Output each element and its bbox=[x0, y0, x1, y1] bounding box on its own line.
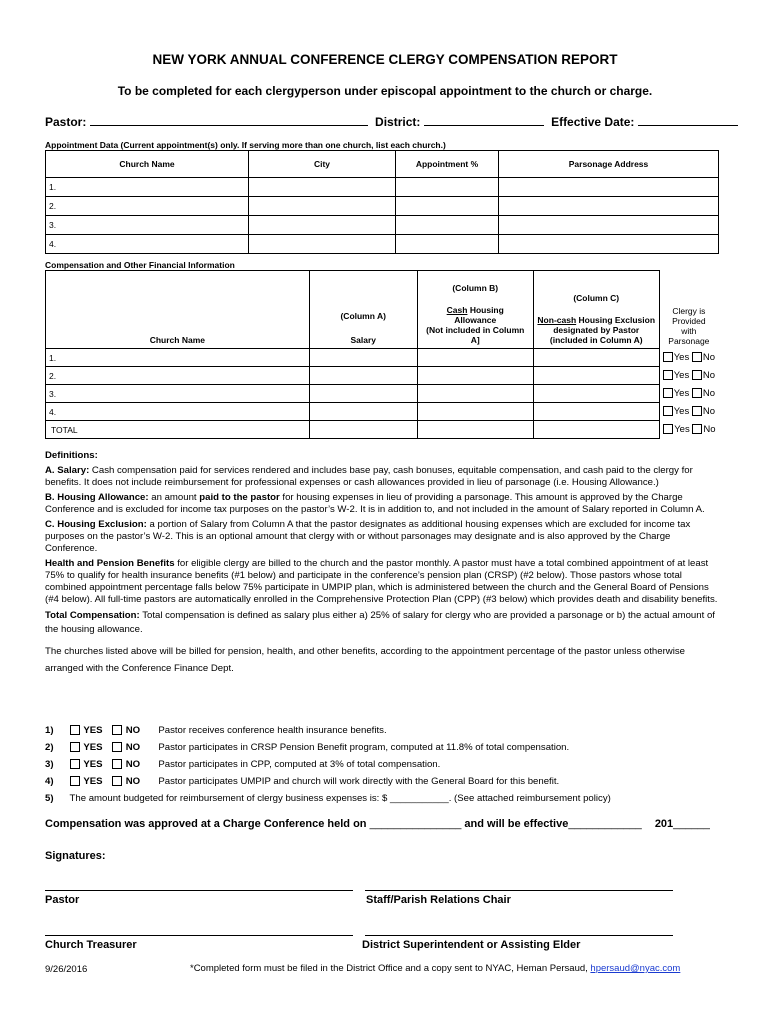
appointment-cell[interactable] bbox=[396, 197, 499, 216]
pastor-signature-label: Pastor bbox=[45, 894, 80, 906]
no-checkbox[interactable] bbox=[112, 776, 122, 786]
pastor-signature-line[interactable] bbox=[45, 890, 353, 891]
yes-checkbox[interactable] bbox=[663, 424, 673, 434]
signatures-heading: Signatures: bbox=[45, 850, 106, 862]
row-number[interactable]: 3. bbox=[46, 216, 249, 235]
yes-checkbox[interactable] bbox=[663, 406, 673, 416]
col-c-line2: designated by Pastor bbox=[553, 325, 640, 335]
col-b-cash: Cash bbox=[446, 305, 468, 315]
yes-checkbox[interactable] bbox=[663, 388, 673, 398]
appointment-cell[interactable] bbox=[396, 178, 499, 197]
no-checkbox[interactable] bbox=[112, 742, 122, 752]
city-cell[interactable] bbox=[249, 235, 396, 254]
parsonage-choice bbox=[659, 349, 718, 367]
parsonage-choice bbox=[659, 403, 718, 421]
yes-checkbox[interactable] bbox=[70, 759, 80, 769]
definitions-heading: Definitions: bbox=[45, 450, 98, 461]
col-a-sub: Salary bbox=[350, 335, 376, 345]
allowance-cell[interactable] bbox=[417, 349, 533, 367]
col-a-salary bbox=[309, 271, 417, 349]
col-c-line1: Housing Exclusion bbox=[576, 315, 656, 325]
effective-date-field[interactable] bbox=[638, 114, 738, 126]
city-cell[interactable] bbox=[249, 197, 396, 216]
col-c-noncash: Non-cash bbox=[537, 315, 577, 325]
no-checkbox[interactable] bbox=[692, 424, 702, 434]
footer-note: *Completed form must be filed in the District Office and a copy sent to NYAC, Heman Persaud, hpersaud@nyac.com bbox=[190, 963, 681, 974]
row-number[interactable]: 1. bbox=[46, 178, 249, 197]
appointment-cell[interactable] bbox=[396, 235, 499, 254]
salary-cell[interactable] bbox=[309, 385, 417, 403]
yes-checkbox[interactable] bbox=[70, 742, 80, 752]
yes-checkbox[interactable] bbox=[70, 725, 80, 735]
salary-total[interactable] bbox=[309, 421, 417, 439]
salary-cell[interactable] bbox=[309, 403, 417, 421]
col-d-parsonage bbox=[659, 271, 718, 349]
allowance-cell[interactable] bbox=[417, 385, 533, 403]
row-number[interactable]: 3. bbox=[46, 385, 310, 403]
billing-note: The churches listed above will be billed for pension, health, and other benefits, according to the appointment percentage of the pastor unless otherwise arranged with the Conference Finance Dept. bbox=[45, 646, 685, 674]
district-label: District: bbox=[375, 115, 421, 129]
city-cell[interactable] bbox=[249, 178, 396, 197]
col-city: City bbox=[249, 151, 396, 178]
yes-checkbox[interactable] bbox=[70, 776, 80, 786]
salary-cell[interactable] bbox=[309, 367, 417, 385]
no-label: No bbox=[702, 388, 715, 399]
yes-label: Yes bbox=[674, 424, 690, 435]
col-d-line1: Clergy is bbox=[672, 305, 706, 316]
question-row: 4) YES NO Pastor participates UMPIP and church will work directly with the General Board for this benefit. bbox=[45, 776, 560, 787]
effective-date-label: Effective Date: bbox=[551, 115, 635, 129]
no-checkbox[interactable] bbox=[692, 352, 702, 362]
col-c-housing-exclusion bbox=[533, 271, 659, 349]
business-expense-field[interactable]: ___________ bbox=[390, 793, 449, 804]
treasurer-signature-label: Church Treasurer bbox=[45, 939, 137, 951]
appointment-table bbox=[45, 150, 719, 254]
definition-housing-exclusion: C. Housing Exclusion: a portion of Salary from Column A that the pastor designates as additional housing expenses which are excluded for income tax purposes on the pastor’s W-2. This is an optional amount that clergy with or without parsonages may designate and is also approved by the Charge Conference. bbox=[45, 519, 691, 554]
table-row bbox=[46, 367, 719, 385]
header-fields bbox=[45, 114, 738, 129]
no-checkbox[interactable] bbox=[692, 388, 702, 398]
benefit-questions bbox=[45, 725, 735, 810]
col-b-line2: Allowance bbox=[454, 315, 497, 325]
no-label: No bbox=[702, 352, 715, 363]
year-field[interactable]: ______ bbox=[673, 818, 710, 830]
col-b-line3: (Not included in Column A] bbox=[426, 325, 525, 345]
definitions-section bbox=[45, 450, 725, 680]
compensation-table bbox=[45, 270, 719, 439]
pastor-field[interactable] bbox=[90, 114, 368, 126]
ds-signature-label: District Superintendent or Assisting Elder bbox=[362, 939, 581, 951]
no-label: No bbox=[703, 424, 716, 435]
form-subtitle: To be completed for each clergyperson under episcopal appointment to the church or charge. bbox=[117, 84, 653, 98]
col-d-line3: with bbox=[681, 325, 697, 336]
exclusion-cell[interactable] bbox=[533, 349, 659, 367]
col-c-title: (Column C) bbox=[573, 293, 620, 303]
table-row bbox=[46, 216, 719, 235]
appointment-heading: Appointment Data (Current appointment(s) only. If serving more than one church, list each church.) bbox=[45, 140, 446, 150]
table-row bbox=[46, 403, 719, 421]
exclusion-cell[interactable] bbox=[533, 385, 659, 403]
table-row bbox=[46, 178, 719, 197]
col-church-name: Church Name bbox=[46, 271, 310, 349]
col-b-title: (Column B) bbox=[452, 283, 499, 293]
table-row bbox=[46, 385, 719, 403]
exclusion-total[interactable] bbox=[533, 421, 659, 439]
approval-line: Compensation was approved at a Charge Conference held on _______________ and will be effective____________ 201______ bbox=[45, 818, 710, 830]
question-row: 5) The amount budgeted for reimbursement of clergy business expenses is: $ ___________. (See attached reimbursement policy) bbox=[45, 793, 611, 804]
yes-label: Yes bbox=[673, 352, 690, 363]
appointment-cell[interactable] bbox=[396, 216, 499, 235]
definition-salary: A. Salary: Cash compensation paid for services rendered and includes base pay, cash bonuses, equitable compensation, and cash paid to the clergy for benefits. It does not include reimbursement for professional expenses or cash allowances provided in lieu of parsonage (i.e. Housing Allowance.) bbox=[45, 465, 693, 488]
parsonage-choice bbox=[659, 367, 718, 385]
form-title: NEW YORK ANNUAL CONFERENCE CLERGY COMPENSATION REPORT bbox=[152, 52, 618, 67]
parsonage-choice bbox=[659, 421, 718, 439]
col-c-line3: (included in Column A) bbox=[549, 335, 643, 345]
yes-label: Yes bbox=[673, 370, 690, 381]
yes-checkbox[interactable] bbox=[663, 370, 673, 380]
row-number[interactable]: 2. bbox=[46, 197, 249, 216]
pastor-label: Pastor: bbox=[45, 115, 87, 129]
spr-chair-signature-line[interactable] bbox=[365, 890, 673, 891]
question-row: 3) YES NO Pastor participates in CPP, computed at 3% of total compensation. bbox=[45, 759, 441, 770]
address-cell[interactable] bbox=[499, 178, 719, 197]
address-cell[interactable] bbox=[499, 197, 719, 216]
city-cell[interactable] bbox=[249, 216, 396, 235]
no-label: No bbox=[702, 406, 715, 417]
total-compensation: Total Compensation: Total compensation is defined as salary plus either a) 25% of salary for clergy who are provided a parsonage or b) the actual amount of the housing allowance. bbox=[45, 610, 715, 635]
row-number[interactable]: 1. bbox=[46, 349, 310, 367]
exclusion-cell[interactable] bbox=[533, 367, 659, 385]
effective-field[interactable]: ____________ bbox=[568, 818, 642, 830]
definition-housing-allowance: B. Housing Allowance: an amount paid to the pastor for housing expenses in lieu of providing a parsonage. This amount is approved by the Charge Conference and is excluded for income tax purposes on the pastor’s W-2. It is in addition to, and not included in the amount of Salary reported in Column A. bbox=[45, 492, 705, 515]
col-d-line4: Parsonage bbox=[668, 335, 710, 346]
compensation-heading: Compensation and Other Financial Information bbox=[45, 260, 235, 270]
salary-cell[interactable] bbox=[309, 349, 417, 367]
col-d-line2: Provided bbox=[672, 315, 706, 326]
address-cell[interactable] bbox=[499, 216, 719, 235]
yes-checkbox[interactable] bbox=[663, 352, 673, 362]
yes-label: Yes bbox=[673, 406, 690, 417]
col-a-title: (Column A) bbox=[340, 311, 386, 321]
charge-conference-date-field[interactable]: _______________ bbox=[369, 818, 462, 830]
total-row bbox=[46, 421, 719, 439]
allowance-total[interactable] bbox=[417, 421, 533, 439]
spr-chair-signature-label: Staff/Parish Relations Chair bbox=[366, 894, 511, 906]
total-label: TOTAL bbox=[46, 421, 310, 439]
yes-label: Yes bbox=[673, 388, 690, 399]
row-number[interactable]: 4. bbox=[46, 403, 310, 421]
col-b-line1: Housing bbox=[467, 305, 504, 315]
allowance-cell[interactable] bbox=[417, 403, 533, 421]
address-cell[interactable] bbox=[499, 235, 719, 254]
parsonage-choice bbox=[659, 385, 718, 403]
treasurer-signature-line[interactable] bbox=[45, 935, 353, 936]
col-church-name: Church Name bbox=[46, 151, 249, 178]
no-label: No bbox=[702, 370, 715, 381]
email-link[interactable]: hpersaud@nyac.com bbox=[590, 963, 681, 974]
question-row: 1) YES NO Pastor receives conference health insurance benefits. bbox=[45, 725, 387, 736]
col-appointment-pct: Appointment % bbox=[396, 151, 499, 178]
exclusion-cell[interactable] bbox=[533, 403, 659, 421]
no-checkbox[interactable] bbox=[692, 406, 702, 416]
no-checkbox[interactable] bbox=[112, 759, 122, 769]
ds-signature-line[interactable] bbox=[365, 935, 673, 936]
table-row bbox=[46, 197, 719, 216]
no-checkbox[interactable] bbox=[692, 370, 702, 380]
no-checkbox[interactable] bbox=[112, 725, 122, 735]
question-row: 2) YES NO Pastor participates in CRSP Pension Benefit program, computed at 11.8% of total compensation. bbox=[45, 742, 570, 753]
col-b-housing-allowance bbox=[417, 271, 533, 349]
col-parsonage-address: Parsonage Address bbox=[499, 151, 719, 178]
row-number[interactable]: 4. bbox=[46, 235, 249, 254]
row-number[interactable]: 2. bbox=[46, 367, 310, 385]
district-field[interactable] bbox=[424, 114, 544, 126]
health-pension-benefits: Health and Pension Benefits for eligible clergy are billed to the church and the pastor monthly. A pastor must have a total combined appointment of at least 75% to qualify for health insurance benefits (#1 below) and participate in the conference’s pension plan (CRSP) (#2 below). Those pastors whose total combined appointment percentage falls below 75% participate in UMPIP plan, which is administered between the church and the General Board of Pensions (#4 below). All full-time pastors are automatically enrolled in the Comprehensive Protection Plan (CPP) (#3 below) which provides death and disability benefits. bbox=[45, 558, 718, 605]
table-row bbox=[46, 349, 719, 367]
table-row bbox=[46, 235, 719, 254]
allowance-cell[interactable] bbox=[417, 367, 533, 385]
footer-date: 9/26/2016 bbox=[45, 964, 88, 975]
